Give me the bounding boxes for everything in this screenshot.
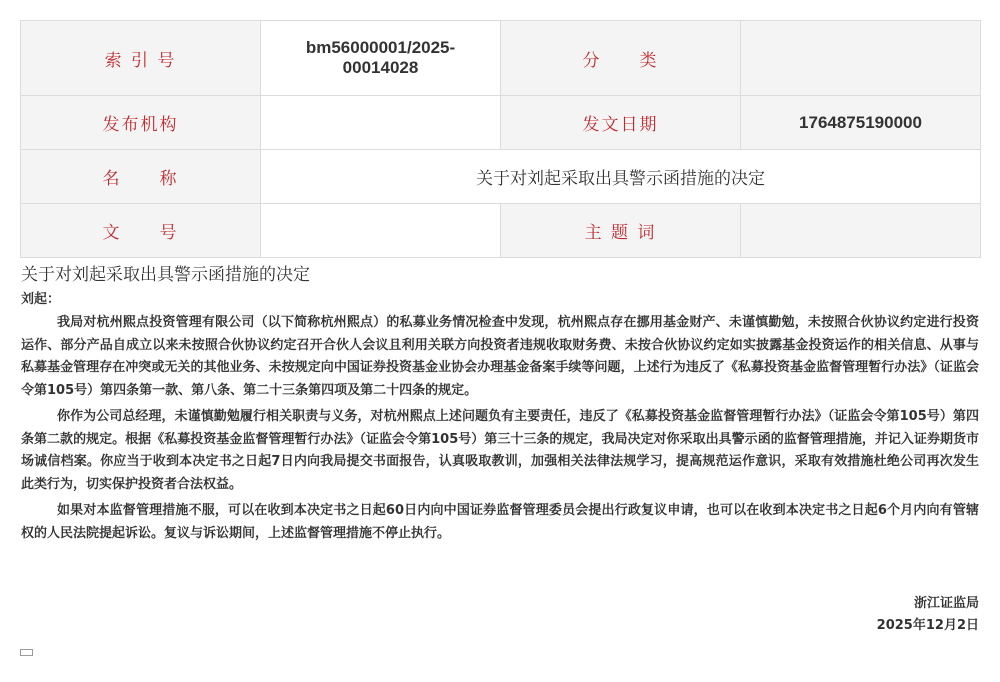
body-paragraph: 我局对杭州熙点投资管理有限公司（以下简称杭州熙点）的私募业务情况检查中发现，杭州熙点存在挪用基金财产、未谨慎勤勉，未按照合伙协议约定进行投资运作、部分产品自成立以来未按照合伙协议约定召开合伙人会议且利用关联方向投资者违规收取财务费、未按合伙协议约定如实披露基金投资运作的相关信息、从事与私募基金管理存在冲突或无关的其他业务、未按规定向中国证券投资基金业协会办理基金备案手续等问题，上述行为违反了《私募投资基金监督管理暂行办法》（证监会令第105号）第四条第一款、第八条、第二十三条第四项及第二十四条的规定。	[21, 315, 979, 398]
addressee: 刘起：	[21, 292, 61, 307]
metadata-row-docno	[21, 204, 981, 258]
publisher-value	[261, 96, 501, 150]
issue-date: 2025年12月2日	[876, 618, 979, 633]
keyword-value	[741, 204, 981, 258]
docno-value	[261, 204, 501, 258]
metadata-row-publisher	[21, 96, 981, 150]
issuer-signature: 浙江证监局	[913, 596, 979, 611]
date-value: 1764875190000	[741, 96, 981, 150]
metadata-row-name	[21, 150, 981, 204]
name-value: 关于对刘起采取出具警示函措施的决定	[261, 150, 981, 204]
category-value	[741, 21, 981, 96]
index-label: 索 引 号	[21, 21, 261, 96]
document-metadata-table	[20, 20, 981, 258]
keyword-label: 主 题 词	[501, 204, 741, 258]
name-label: 名 称	[21, 150, 261, 204]
publisher-label: 发布机构	[21, 96, 261, 150]
broken-image-icon	[20, 649, 33, 656]
body-paragraph: 你作为公司总经理，未谨慎勤勉履行相关职责与义务，对杭州熙点上述问题负有主要责任，违反了《私募投资基金监督管理暂行办法》（证监会令第105号）第四条第二款的规定。根据《私募投资基金监督管理暂行办法》（证监会令第105号）第三十三条的规定，我局决定对你采取出具警示函的监督管理措施，并记入证券期货市场诚信档案。你应当于收到本决定书之日起7日内向我局提交书面报告，认真吸取教训，加强相关法律法规学习，提高规范运作意识，采取有效措施杜绝公司再次发生此类行为，切实保护投资者合法权益。	[21, 409, 979, 492]
category-label: 分 类	[501, 21, 741, 96]
date-label: 发文日期	[501, 96, 741, 150]
docno-label: 文 号	[21, 204, 261, 258]
metadata-row-index	[21, 21, 981, 96]
index-value: bm56000001/2025-00014028	[261, 21, 501, 96]
document-title: 关于对刘起采取出具警示函措施的决定	[21, 265, 310, 285]
body-paragraph: 如果对本监督管理措施不服，可以在收到本决定书之日起60日内向中国证券监督管理委员会提出行政复议申请，也可以在收到本决定书之日起6个月内向有管辖权的人民法院提起诉讼。复议与诉讼期间，上述监督管理措施不停止执行。	[21, 503, 979, 541]
